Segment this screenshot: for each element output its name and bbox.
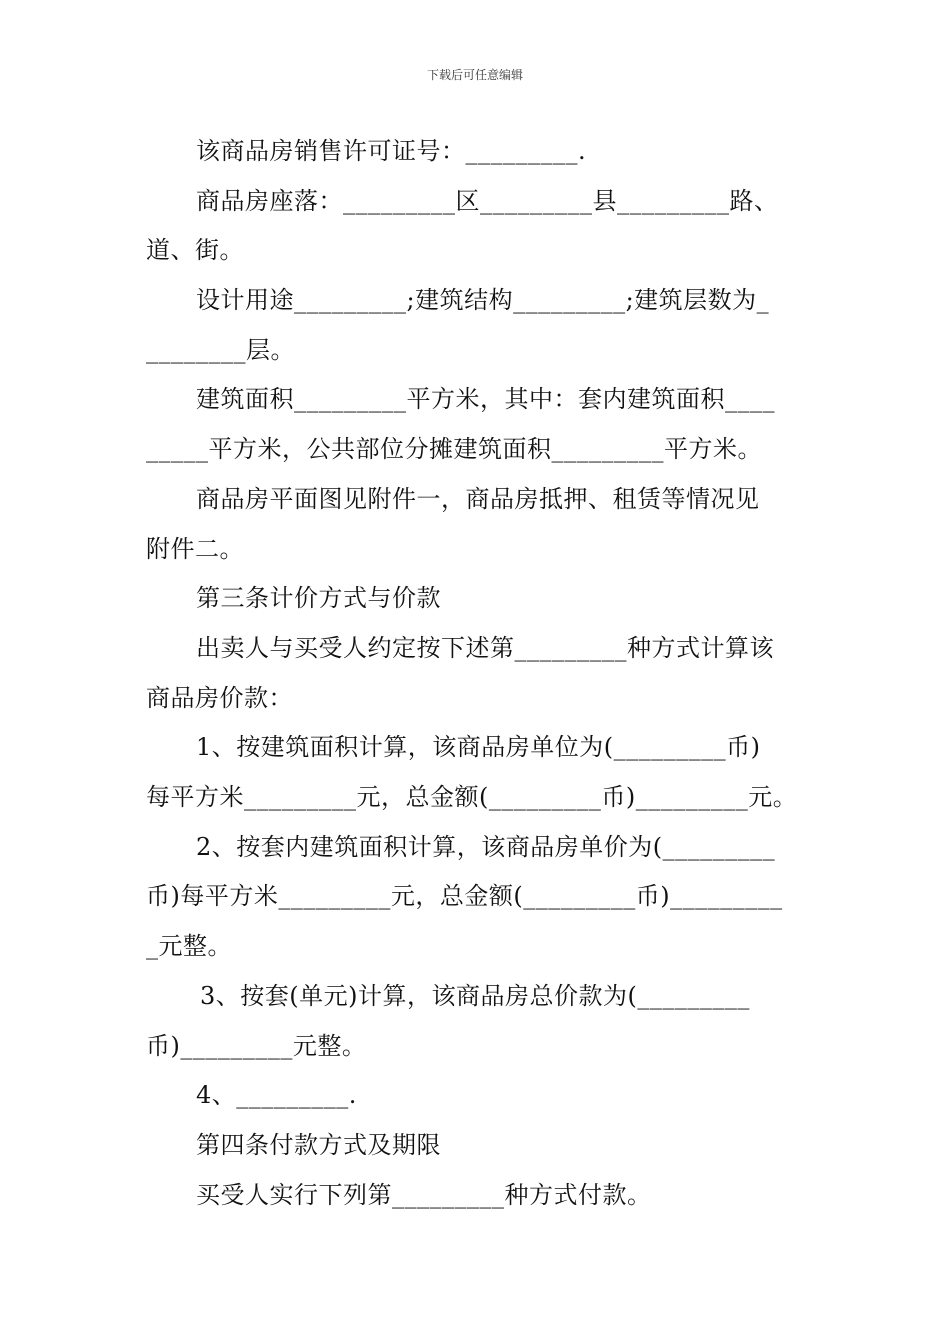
location-line: 商品房座落：_________区_________县_________路、 xyxy=(196,187,779,215)
payment-method-line: 买受人实行下列第_________种方式付款。 xyxy=(196,1181,652,1209)
option-one-line: 1、按建筑面积计算，该商品房单位为(_________币) xyxy=(196,733,761,761)
option-two-line: 2、按套内建筑面积计算，该商品房单价为(_________ xyxy=(196,833,776,861)
area-line: 建筑面积_________平方米，其中：套内建筑面积____ xyxy=(196,385,775,413)
option-four-line: 4、_________. xyxy=(196,1081,357,1109)
article-three-heading: 第三条计价方式与价款 xyxy=(196,584,441,612)
option-one-line-cont: 每平方米_________元，总金额(_________币)_________元。 xyxy=(146,783,798,811)
option-three-line-cont: 币)_________元整。 xyxy=(146,1032,367,1060)
floor-plan-line: 商品房平面图见附件一，商品房抵押、租赁等情况见 xyxy=(196,485,760,513)
option-two-line-cont2: _元整。 xyxy=(146,932,232,960)
pricing-method-line-cont: 商品房价款： xyxy=(146,684,293,712)
article-four-heading: 第四条付款方式及期限 xyxy=(196,1131,441,1159)
usage-structure-line-cont: ________层。 xyxy=(146,336,295,364)
floor-plan-line-cont: 附件二。 xyxy=(146,535,244,563)
sales-permit-line: 该商品房销售许可证号：_________. xyxy=(196,137,587,165)
page-header: 下载后可任意编辑 xyxy=(426,68,523,82)
option-three-line: 3、按套(单元)计算，该商品房总价款为(_________ xyxy=(200,982,750,1010)
location-line-cont: 道、街。 xyxy=(146,236,244,264)
area-line-cont: _____平方米，公共部位分摊建筑面积_________平方米。 xyxy=(146,435,762,463)
option-two-line-cont: 币)每平方米_________元，总金额(_________币)_________ xyxy=(146,882,783,910)
pricing-method-line: 出卖人与买受人约定按下述第_________种方式计算该 xyxy=(196,634,774,662)
usage-structure-line: 设计用途_________;建筑结构_________;建筑层数为_ xyxy=(196,286,770,314)
